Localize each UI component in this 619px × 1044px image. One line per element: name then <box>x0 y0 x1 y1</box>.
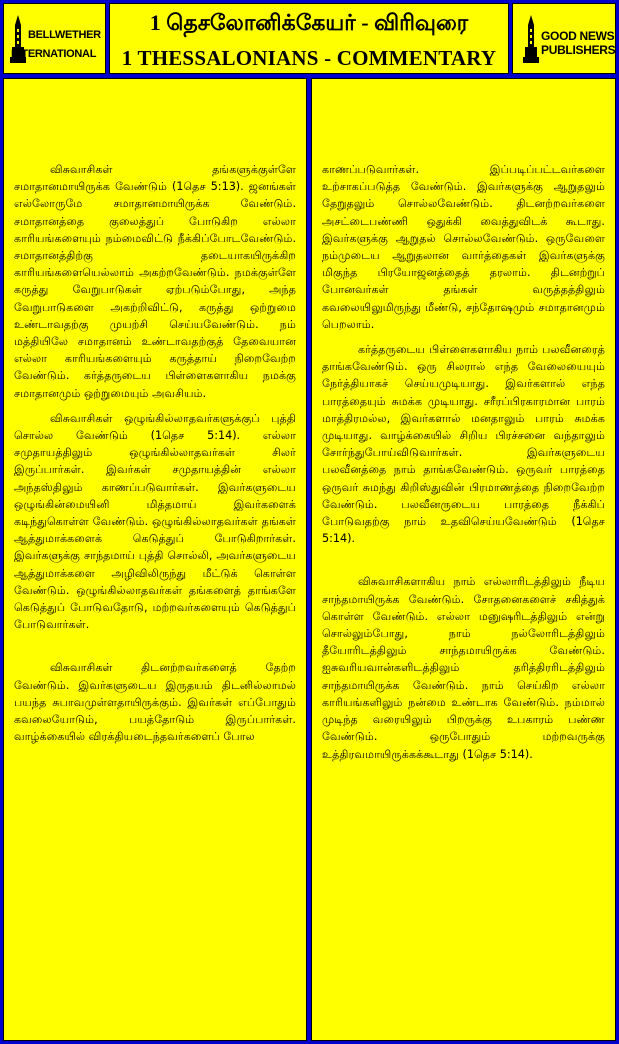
page-title-tamil: 1 தெசலோனிக்கேயர் - விரிவுரை <box>149 10 469 35</box>
logo-text-line2: INTERNATIONAL <box>11 48 97 60</box>
paragraph: விசுவாசிகளாகிய நாம் எல்லாரிடத்திலும் நீடிய சாந்தமாயிருக்க வேண்டும். சோதனைகளைச் சகித்துக் கொள்ள வேண்டும். எல்லா மனுஷரிடத்திலும் என்று சொல்லும்போது, நாம் நல்லோரிடத்திலும் தீயோரிடத்திலும் சாந்தமாயிருக்க வேண்டும். ஐசுவரியவான்களிடத்திலும் தரித்திரரிடத்திலும் சாந்தமாயிருக்க வேண்டும். நாம் செய்கிற எல்லா காரியங்களிலும் நன்மை உண்டாக வேண்டும். நம்மால் முடிந்த வரையிலும் பிறருக்கு உபகாரம் பண்ண வேண்டும். ஒருபோதும் மற்றவருக்கு உத்திரவமாயிருக்கக்கூடாது (1தெச 5:14). <box>322 575 605 761</box>
text-column-left <box>3 78 307 1041</box>
building-icon <box>523 15 539 65</box>
good-news-publishers-logo <box>512 3 616 74</box>
paragraph: கர்த்தருடைய பிள்ளைகளாகிய நாம் பலவீனரைத் தாங்கவேண்டும். ஒரு சிலரால் எந்த வேலையையும் நேர்த்தியாகச் செய்யமுடியாது. இவர்களால் எந்த பாரத்தையும் சுமக்க முடியாது. சரீரப்பிரகாரமான பாரம் மாத்திரமல்ல, இவர்களால் மனதாலும் பாரம் சுமக்க முடியாது. வாழ்க்கையில் சிறிய பிரச்சனை வந்தாலும் சோர்ந்துபோய்விடுவார்கள். இவர்களுடைய பலவீனத்தை நாம் தாங்கவேண்டும். ஒருவர் பாரத்தை ஒருவர் சுமந்து கிறிஸ்துவின் பிரமாணத்தை நிறைவேற்ற வேண்டும். பலவீனருடைய பாரத்தை நீக்கிப் போடுவதற்கு நாம் உதவிசெய்யவேண்டும் (1தெச 5:14). <box>322 343 605 546</box>
logo-text-line1: BELLWETHER <box>28 29 101 41</box>
page-title-english: 1 THESSALONIANS - COMMENTARY <box>121 46 497 70</box>
paragraph: விசுவாசிகள் ஒழுங்கில்லாதவர்களுக்குப் புத்தி சொல்ல வேண்டும் (1தெச 5:14). எல்லா சமுதாயத்திலும் ஒழுங்கில்லாதவர்கள் சிலர் இருப்பார்கள். இவர்கள் சமுதாயத்தின் எல்லா அந்தஸ்திலும் காணப்படுவார்கள். இவர்களுடைய ஒழுங்கின்மையினி மித்தமாய் இவர்களைக் கடிந்துகொள்ள வேண்டும். ஒழுங்கில்லாதவர்கள் தங்கள் ஆத்துமாக்களைக் கெடுத்துப் போடுகிறார்கள். இவர்களுக்கு சாந்தமாய் புத்தி சொல்லி, அவர்களுடைய ஆத்துமாக்களை அழிவிலிருந்து மீட்டுக் கொள்ள வேண்டும். ஒழுங்கில்லாதவர்கள் தங்களைத் தாங்களே கெடுத்துப் போடுவதோடு, மற்றவர்களையும் கெடுத்துப் போடுவார்கள். <box>14 411 296 632</box>
paragraph: விசுவாசிகள் திடனற்றவர்களைத் தேற்ற வேண்டும். இவர்களுடைய இருதயம் திடனில்லாமல் பயந்த சுபாவமுள்ளதாயிருக்கும். இவர்கள் எப்போதும் கவலையோடும், பயத்தோடும் இருப்பார்கள். வாழ்க்கையில் விரக்தியடைந்தவர்களைப் போல <box>14 661 296 744</box>
bellwether-logo <box>3 3 106 74</box>
paragraph: விசுவாசிகள் தங்களுக்குள்ளே சமாதானமாயிருக்க வேண்டும் (1தெச 5:13). ஜனங்கள் எல்லோருமே சமாதானமாயிருக்க வேண்டும். சமாதானத்தை குலைத்துப் போடுகிற எல்லா காரியங்களையும் நம்மைவிட்டு நீக்கிப்போடவேண்டும். சமாதானத்திற்கு தடையாகயிருக்கிற காரியங்களையெல்லாம் அகற்றவேண்டும். நமக்குள்ளே கருத்து வேறுபாடுகள் ஏற்படும்போது, அந்த வேறுபாடுகளை அகற்றிவிட்டு, கருத்து ஒற்றுமை உண்டாவதற்கு முயற்சி செய்யவேண்டும். நம் மத்தியிலே சமாதானம் உண்டாவதற்குத் தேவையான எல்லா காரியங்களையும் கருத்தாய் நிறைவேற்ற வேண்டும். கர்த்தருடைய பிள்ளைகளாகிய நமக்கு சமாதானமும் ஒற்றுமையும் அவசியம். <box>14 163 296 400</box>
logo-text-line2: PUBLISHERS <box>541 43 616 57</box>
paragraph: காணப்படுவார்கள். இப்படிப்பட்டவர்களை உற்சாகப்படுத்த வேண்டும். இவர்களுக்கு ஆறுதலும் தேறுதலும் சொல்லவேண்டும். திடனற்றவர்களை அசட்டைபண்ணி ஒதுக்கி வைத்துவிடக் கூடாது. இவர்களுக்கு ஆறுதல் சொல்லவேண்டும். ஒருவேளை நம்முடைய ஆறுதலான வார்த்தைகள் இவர்களுக்கு மிகுந்த பிரயோஜனத்தைத் தரலாம். திடனற்றுப் போனவர்கள் தங்கள் வருத்தத்திலும் கவலையிலுமிருந்து மீண்டு, சந்தோஷமும் சமாதானமும் பெறலாம். <box>322 163 605 331</box>
text-column-right <box>311 78 616 1041</box>
logo-text-line1: GOOD NEWS <box>541 29 615 43</box>
title-banner <box>109 3 509 74</box>
